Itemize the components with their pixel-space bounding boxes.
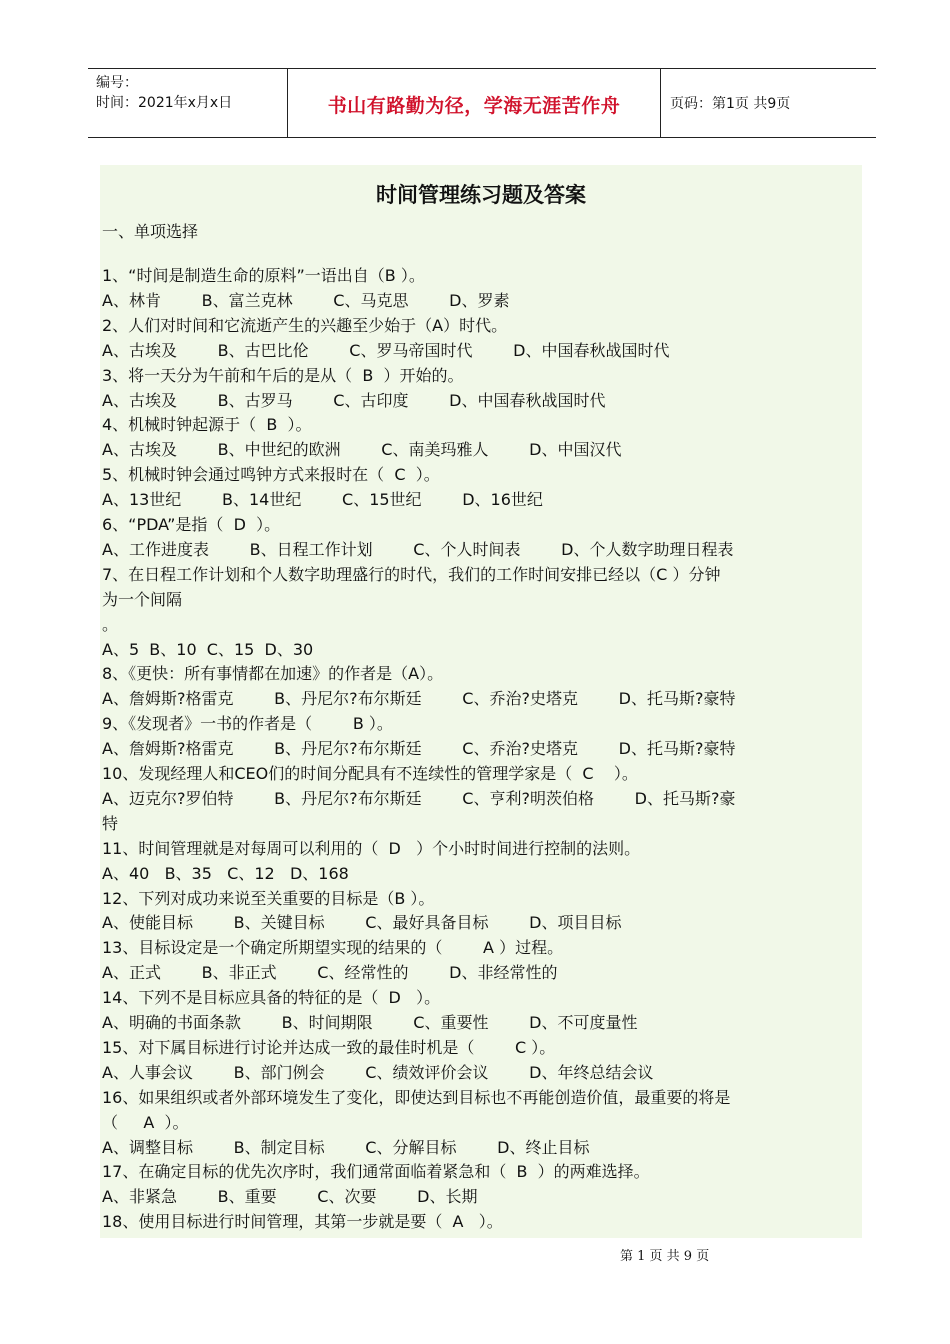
question-line: A、工作进度表 B、日程工作计划 C、个人时间表 D、个人数字助理日程表 <box>102 539 734 559</box>
question-line: 3、将一天分为午前和午后的是从（ B ）开始的。 <box>102 365 464 385</box>
question-line: 9、《发现者》一书的作者是（ B ）。 <box>102 714 393 734</box>
question-line: A、迈克尔?罗伯特 B、丹尼尔?布尔斯廷 C、亨利?明茨伯格 D、托马斯?豪 <box>102 788 736 808</box>
question-line: 7、在日程工作计划和个人数字助理盛行的时代，我们的工作时间安排已经以（C ）分钟 <box>102 564 721 584</box>
question-line: A、使能目标 B、关键目标 C、最好具备目标 D、项目目标 <box>102 913 622 933</box>
question-line: 17、在确定目标的优先次序时，我们通常面临着紧急和（ B ）的两难选择。 <box>102 1162 650 1182</box>
section-heading: 一、单项选择 <box>102 222 199 241</box>
question-line: A、古埃及 B、古罗马 C、古印度 D、中国春秋战国时代 <box>102 390 606 410</box>
question-line: A、调整目标 B、制定目标 C、分解目标 D、终止目标 <box>102 1137 590 1157</box>
question-line: （ A ）。 <box>102 1112 189 1132</box>
question-line: A、古埃及 B、古巴比伦 C、罗马帝国时代 D、中国春秋战国时代 <box>102 340 670 360</box>
question-line: A、明确的书面条款 B、时间期限 C、重要性 D、不可度量性 <box>102 1013 638 1032</box>
question-line: A、13世纪 B、14世纪 C、15世纪 D、16世纪 <box>102 490 543 510</box>
question-line: 6、“PDA”是指（ D ）。 <box>102 515 281 534</box>
question-line: 4、机械时钟起源于（ B ）。 <box>102 415 312 435</box>
question-line: 18、使用目标进行时间管理，其第一步就是要（ A ）。 <box>102 1212 503 1232</box>
page-header <box>88 68 876 138</box>
time-label: 时间：2021年x月x日 <box>96 95 233 111</box>
question-line: 1、“时间是制造生命的原料”一语出自（B ）。 <box>102 266 425 285</box>
question-line: A、5 B、10 C、15 D、30 <box>102 639 314 659</box>
header-motto: 书山有路勤为径，学海无涯苦作舟 <box>327 95 621 117</box>
question-line: A、林肯 B、富兰克林 C、马克思 D、罗素 <box>102 290 510 310</box>
question-line: 8、《更快：所有事情都在加速》的作者是（A）。 <box>102 664 444 684</box>
document-body <box>100 165 862 1238</box>
document-title: 时间管理练习题及答案 <box>376 182 586 207</box>
question-line: 12、下列对成功来说至关重要的目标是（B ）。 <box>102 888 435 908</box>
question-line: A、正式 B、非正式 C、经常性的 D、非经常性的 <box>102 963 558 983</box>
header-page-number: 页码：第1页 共9页 <box>670 96 791 112</box>
question-line: A、詹姆斯?格雷克 B、丹尼尔?布尔斯廷 C、乔治?史塔克 D、托马斯?豪特 <box>102 689 736 709</box>
question-line: 10、发现经理人和CEO们的时间分配具有不连续性的管理学家是（ C ）。 <box>102 764 638 783</box>
question-line: 16、如果组织或者外部环境发生了变化，即使达到目标也不再能创造价值，最重要的将是 <box>102 1087 731 1107</box>
question-line: 15、对下属目标进行讨论并达成一致的最佳时机是（ C ）。 <box>102 1037 556 1057</box>
page-footer: 第 1 页 共 9 页 <box>620 1249 710 1264</box>
header-meta <box>96 73 232 113</box>
question-line: 特 <box>102 813 119 833</box>
question-line: A、非紧急 B、重要 C、次要 D、长期 <box>102 1187 478 1207</box>
question-line: 13、目标设定是一个确定所期望实现的结果的（ A ）过程。 <box>102 938 564 958</box>
question-line: A、40 B、35 C、12 D、168 <box>102 863 349 883</box>
question-line: 为一个间隔 <box>102 589 183 609</box>
question-line: 14、下列不是目标应具备的特征的是（ D ）。 <box>102 988 441 1008</box>
question-line: A、古埃及 B、中世纪的欧洲 C、南美玛雅人 D、中国汉代 <box>102 440 622 460</box>
header-divider <box>660 69 661 137</box>
code-label: 编号： <box>96 75 138 91</box>
question-line: 5、机械时钟会通过鸣钟方式来报时在（ C ）。 <box>102 465 440 485</box>
question-line: 2、人们对时间和它流逝产生的兴趣至少始于（A）时代。 <box>102 315 508 335</box>
question-line: 11、时间管理就是对每周可以利用的（ D ）个小时时间进行控制的法则。 <box>102 838 641 858</box>
question-line: 。 <box>102 614 119 634</box>
question-line: A、人事会议 B、部门例会 C、绩效评价会议 D、年终总结会议 <box>102 1062 654 1082</box>
question-line: A、詹姆斯?格雷克 B、丹尼尔?布尔斯廷 C、乔治?史塔克 D、托马斯?豪特 <box>102 739 736 759</box>
